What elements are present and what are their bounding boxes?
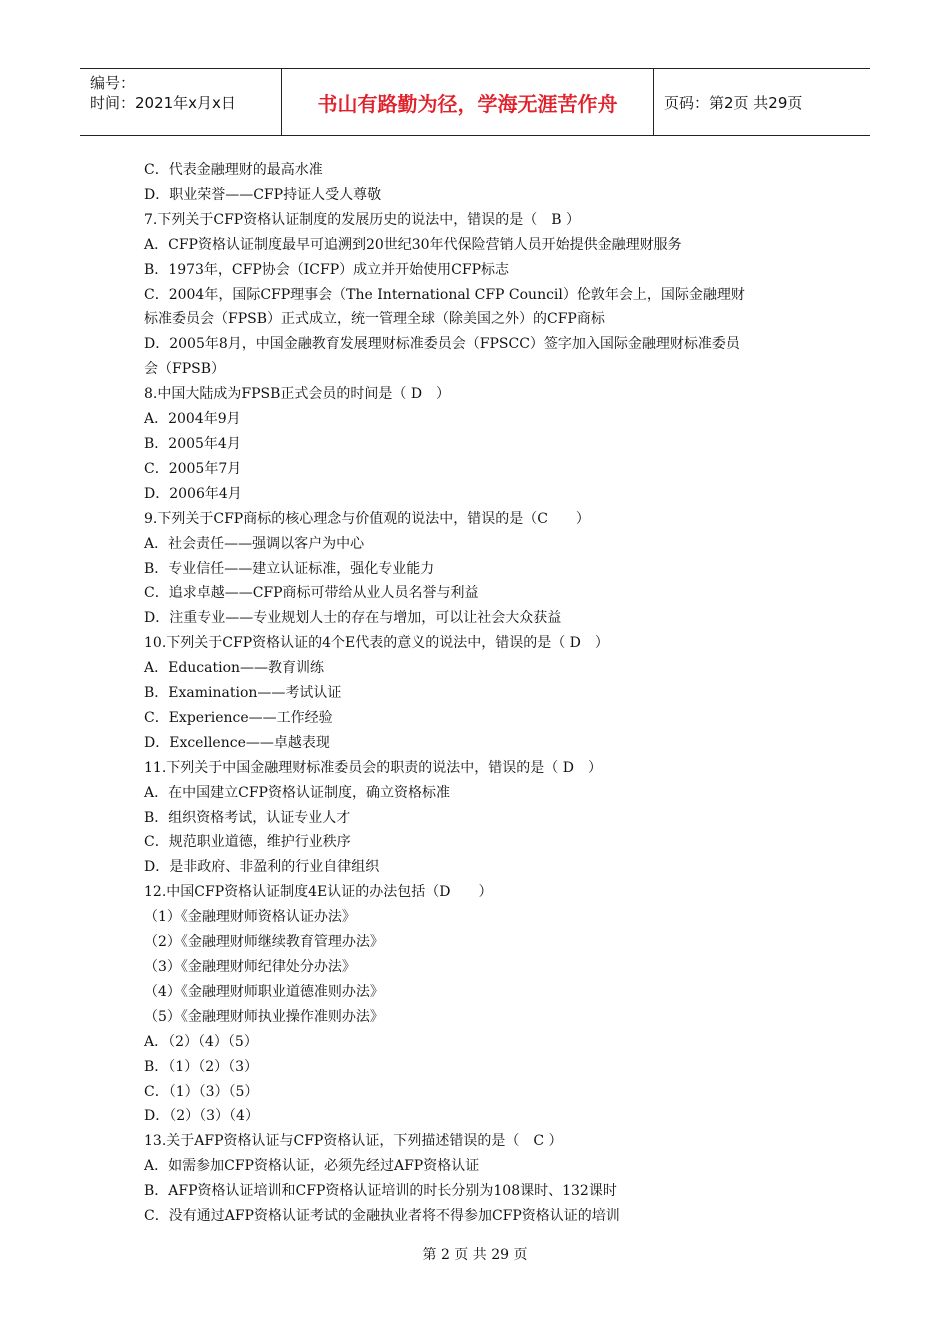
text-line: A．Education——教育训练 bbox=[144, 660, 325, 677]
text-line: D．2005年8月，中国金融教育发展理财标准委员会（FPSCC）签字加入国际金融理财标准委员 bbox=[144, 336, 740, 353]
header-page-label: 页码：第2页 共29页 bbox=[664, 93, 803, 112]
text-line: 会（FPSB） bbox=[144, 361, 226, 378]
text-line: C．代表金融理财的最高水准 bbox=[144, 162, 323, 178]
text-line: 7.下列关于CFP资格认证制度的发展历史的说法中，错误的是（ B ） bbox=[144, 211, 580, 228]
text-line: A．CFP资格认证制度最早可追溯到20世纪30年代保险营销人员开始提供金融理财服务 bbox=[144, 236, 682, 253]
text-line: B．1973年，CFP协会（ICFP）成立并开始使用CFP标志 bbox=[144, 261, 509, 278]
text-line: 12.中国CFP资格认证制度4E认证的办法包括（D ） bbox=[144, 884, 493, 901]
text-line: 13.关于AFP资格认证与CFP资格认证，下列描述错误的是（ C ） bbox=[144, 1133, 563, 1150]
text-line: 标准委员会（FPSB）正式成立，统一管理全球（除美国之外）的CFP商标 bbox=[144, 311, 605, 328]
text-line: A．（2）（4）（5） bbox=[144, 1033, 258, 1050]
text-line: D．2006年4月 bbox=[144, 485, 242, 502]
text-line: 8.中国大陆成为FPSB正式会员的时间是（ D ） bbox=[144, 386, 451, 403]
header-id-label: 编号： bbox=[90, 74, 136, 92]
text-line: C．2005年7月 bbox=[144, 460, 242, 477]
text-line: B．（1）（2）（3） bbox=[144, 1058, 259, 1075]
text-line: B．专业信任——建立认证标准，强化专业能力 bbox=[144, 560, 435, 577]
text-line: D．注重专业——专业规划人士的存在与增加，可以让社会大众获益 bbox=[144, 610, 562, 627]
text-line: B．Examination——考试认证 bbox=[144, 685, 342, 702]
text-line: D．（2）（3）（4） bbox=[144, 1108, 259, 1125]
document-body bbox=[144, 158, 824, 1229]
text-line: A．如需参加CFP资格认证，必须先经过AFP资格认证 bbox=[144, 1158, 480, 1175]
text-line: B．组织资格考试，认证专业人才 bbox=[144, 809, 351, 826]
text-line: （5）《金融理财师执业操作准则办法》 bbox=[144, 1008, 384, 1025]
text-line: A．社会责任——强调以客户为中心 bbox=[144, 535, 365, 552]
text-line: A．在中国建立CFP资格认证制度，确立资格标准 bbox=[144, 784, 450, 801]
text-line: （1）《金融理财师资格认证办法》 bbox=[144, 909, 356, 926]
text-line: B．2005年4月 bbox=[144, 435, 241, 452]
text-line: C．规范职业道德，维护行业秩序 bbox=[144, 834, 351, 851]
text-line: （2）《金融理财师继续教育管理办法》 bbox=[144, 934, 384, 951]
text-line: B．AFP资格认证培训和CFP资格认证培训的时长分别为108课时、132课时 bbox=[144, 1183, 617, 1200]
page-header bbox=[80, 68, 870, 136]
text-line: 11.下列关于中国金融理财标准委员会的职责的说法中，错误的是（ D ） bbox=[144, 759, 602, 776]
text-line: 9.下列关于CFP商标的核心理念与价值观的说法中，错误的是（C ） bbox=[144, 510, 590, 527]
header-motto: 书山有路勤为径，学海无涯苦作舟 bbox=[282, 69, 654, 135]
text-line: C．（1）（3）（5） bbox=[144, 1083, 259, 1100]
text-line: D．Excellence——卓越表现 bbox=[144, 734, 330, 751]
text-line: （4）《金融理财师职业道德准则办法》 bbox=[144, 983, 384, 1000]
page-footer: 第 2 页 共 29 页 bbox=[422, 1247, 528, 1263]
text-line: D．是非政府、非盈利的行业自律组织 bbox=[144, 859, 380, 876]
text-line: C．追求卓越——CFP商标可带给从业人员名誉与利益 bbox=[144, 585, 479, 602]
text-line: C．2004年，国际CFP理事会（The International CFP Council）伦敦年会上，国际金融理财 bbox=[144, 286, 745, 303]
header-meta-cell bbox=[80, 69, 282, 135]
text-line: （3）《金融理财师纪律处分办法》 bbox=[144, 959, 356, 975]
header-time-label: 时间：2021年x月x日 bbox=[90, 94, 236, 112]
text-line: C．没有通过AFP资格认证考试的金融执业者将不得参加CFP资格认证的培训 bbox=[144, 1208, 620, 1225]
text-line: D．职业荣誉——CFP持证人受人尊敬 bbox=[144, 186, 382, 203]
text-line: A．2004年9月 bbox=[144, 411, 241, 428]
text-line: C．Experience——工作经验 bbox=[144, 709, 333, 726]
text-line: 10.下列关于CFP资格认证的4个E代表的意义的说法中，错误的是（ D ） bbox=[144, 635, 609, 652]
